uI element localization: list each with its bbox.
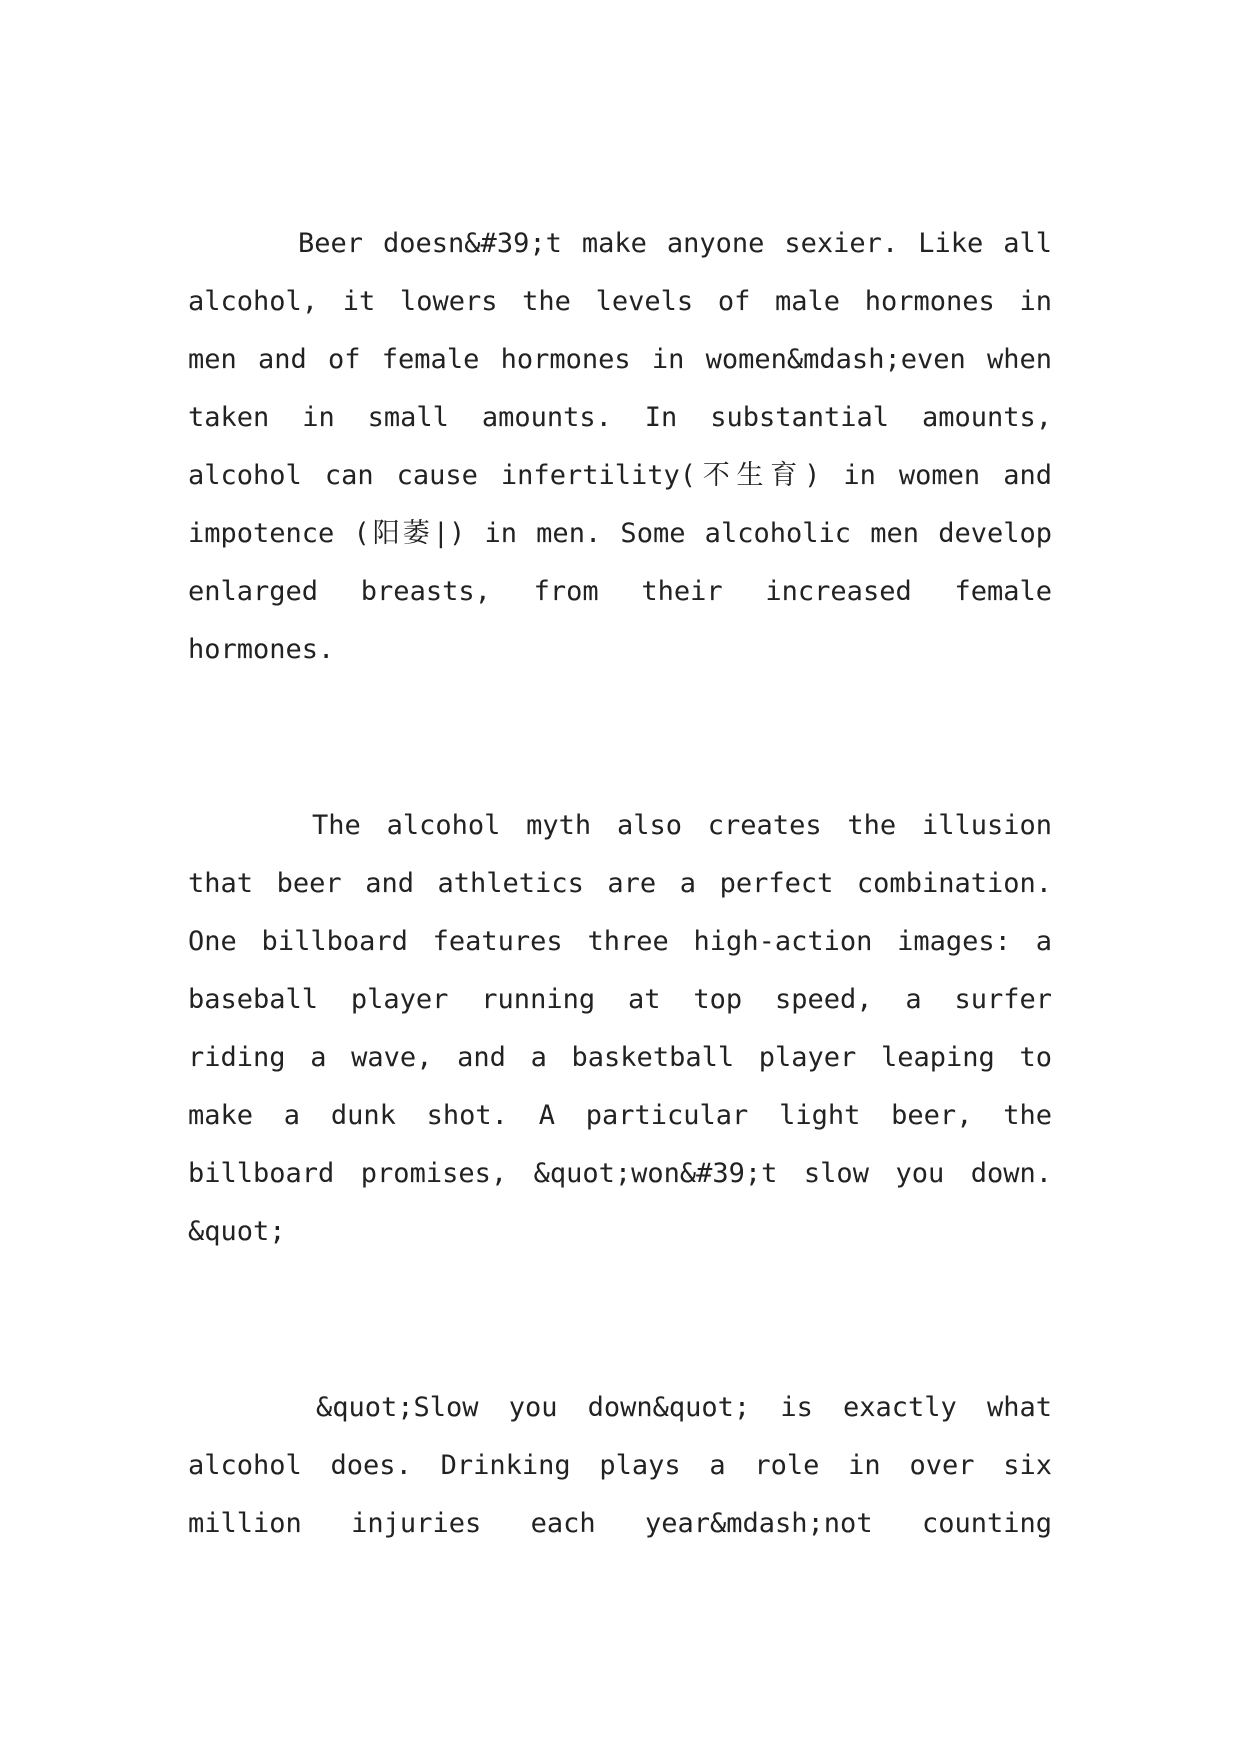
text-line: million injuries each year&mdash;not counting xyxy=(188,1508,1052,1539)
text-line: that beer and athletics are a perfect combination. xyxy=(188,868,1052,899)
text-line: make a dunk shot. A particular light beer, the xyxy=(188,1100,1052,1131)
text-line: &quot;Slow you down&quot; is exactly what xyxy=(316,1392,1052,1423)
text-line: riding a wave, and a basketball player leaping to xyxy=(188,1042,1052,1073)
text-line: alcohol, it lowers the levels of male hormones in xyxy=(188,286,1052,317)
text-line: alcohol can cause infertility(不生育) in women and xyxy=(188,460,1052,491)
text-line: One billboard features three high-action images: a xyxy=(188,926,1052,957)
text-line: The alcohol myth also creates the illusion xyxy=(312,810,1052,841)
text-line: Beer doesn&#39;t make anyone sexier. Like all xyxy=(298,228,1052,259)
text-line: hormones. xyxy=(188,634,335,665)
text-line: baseball player running at top speed, a surfer xyxy=(188,984,1052,1015)
text-line: billboard promises, &quot;won&#39;t slow you down. xyxy=(188,1158,1052,1189)
text-line: men and of female hormones in women&mdash;even when xyxy=(188,344,1052,375)
text-line: &quot; xyxy=(188,1216,286,1247)
text-line: enlarged breasts, from their increased female xyxy=(188,576,1052,607)
text-line: alcohol does. Drinking plays a role in over six xyxy=(188,1450,1052,1481)
text-line: impotence (阳萎|) in men. Some alcoholic men develop xyxy=(188,518,1052,549)
text-line: taken in small amounts. In substantial amounts, xyxy=(188,402,1052,433)
